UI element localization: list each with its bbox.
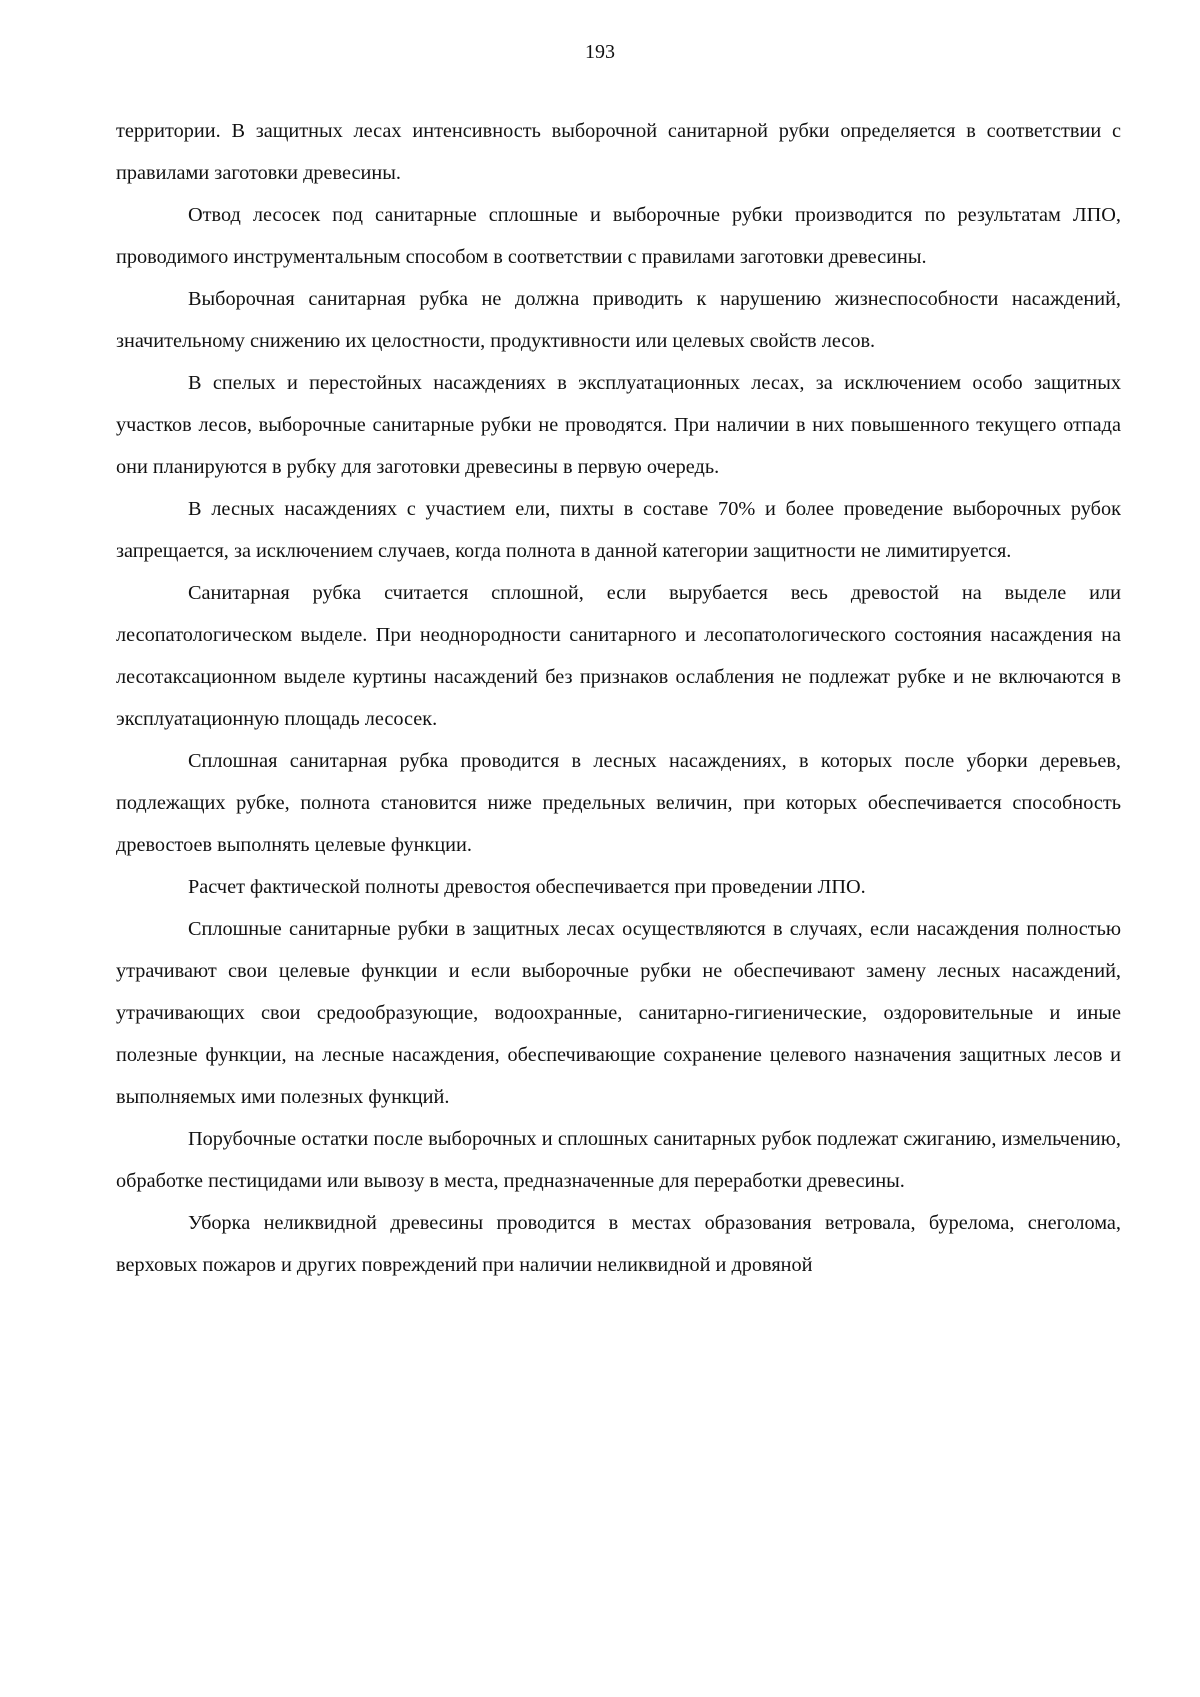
paragraph: Выборочная санитарная рубка не должна приводить к нарушению жизнеспособности насаждений, значительному снижению их целостности, продуктивности или целевых свойств лесов. <box>116 288 1121 352</box>
paragraph-continued: Уборка неликвидной древесины проводится в местах образования ветровала, бурелома, снеголома, верховых пожаров и других повреждений при наличии неликвидной и дровяной <box>116 1212 1121 1276</box>
paragraph: Порубочные остатки после выборочных и сплошных санитарных рубок подлежат сжиганию, измельчению, обработке пестицидами или вывозу в места, предназначенные для переработки древесины. <box>116 1128 1121 1192</box>
paragraph: Сплошная санитарная рубка проводится в лесных насаждениях, в которых после уборки деревьев, подлежащих рубке, полнота становится ниже предельных величин, при которых обеспечивается способность древостоев выполнять целевые функции. <box>116 750 1121 856</box>
paragraph: Санитарная рубка считается сплошной, если вырубается весь древостой на выделе или лесопатологическом выделе. При неоднородности санитарного и лесопатологического состояния насаждения на лесотаксационном выделе куртины насаждений без признаков ослабления не подлежат рубке и не включаются в эксплуатационную площадь лесосек. <box>116 582 1121 730</box>
paragraph-continuation: территории. В защитных лесах интенсивность выборочной санитарной рубки определяется в соответствии с правилами заготовки древесины. <box>116 120 1121 184</box>
page-number: 193 <box>585 41 615 63</box>
document-body <box>116 110 1121 1286</box>
paragraph: В спелых и перестойных насаждениях в эксплуатационных лесах, за исключением особо защитных участков лесов, выборочные санитарные рубки не проводятся. При наличии в них повышенного текущего отпада они планируются в рубку для заготовки древесины в первую очередь. <box>116 372 1121 478</box>
paragraph: Отвод лесосек под санитарные сплошные и выборочные рубки производится по результатам ЛПО, проводимого инструментальным способом в соответствии с правилами заготовки древесины. <box>116 204 1121 268</box>
paragraph: В лесных насаждениях с участием ели, пихты в составе 70% и более проведение выборочных рубок запрещается, за исключением случаев, когда полнота в данной категории защитности не лимитируется. <box>116 498 1121 562</box>
paragraph: Расчет фактической полноты древостоя обеспечивается при проведении ЛПО. <box>188 876 866 898</box>
paragraph: Сплошные санитарные рубки в защитных лесах осуществляются в случаях, если насаждения полностью утрачивают свои целевые функции и если выборочные рубки не обеспечивают замену лесных насаждений, утрачивающих свои средообразующие, водоохранные, санитарно-гигиенические, оздоровительные и иные полезные функции, на лесные насаждения, обеспечивающие сохранение целевого назначения защитных лесов и выполняемых ими полезных функций. <box>116 918 1121 1108</box>
